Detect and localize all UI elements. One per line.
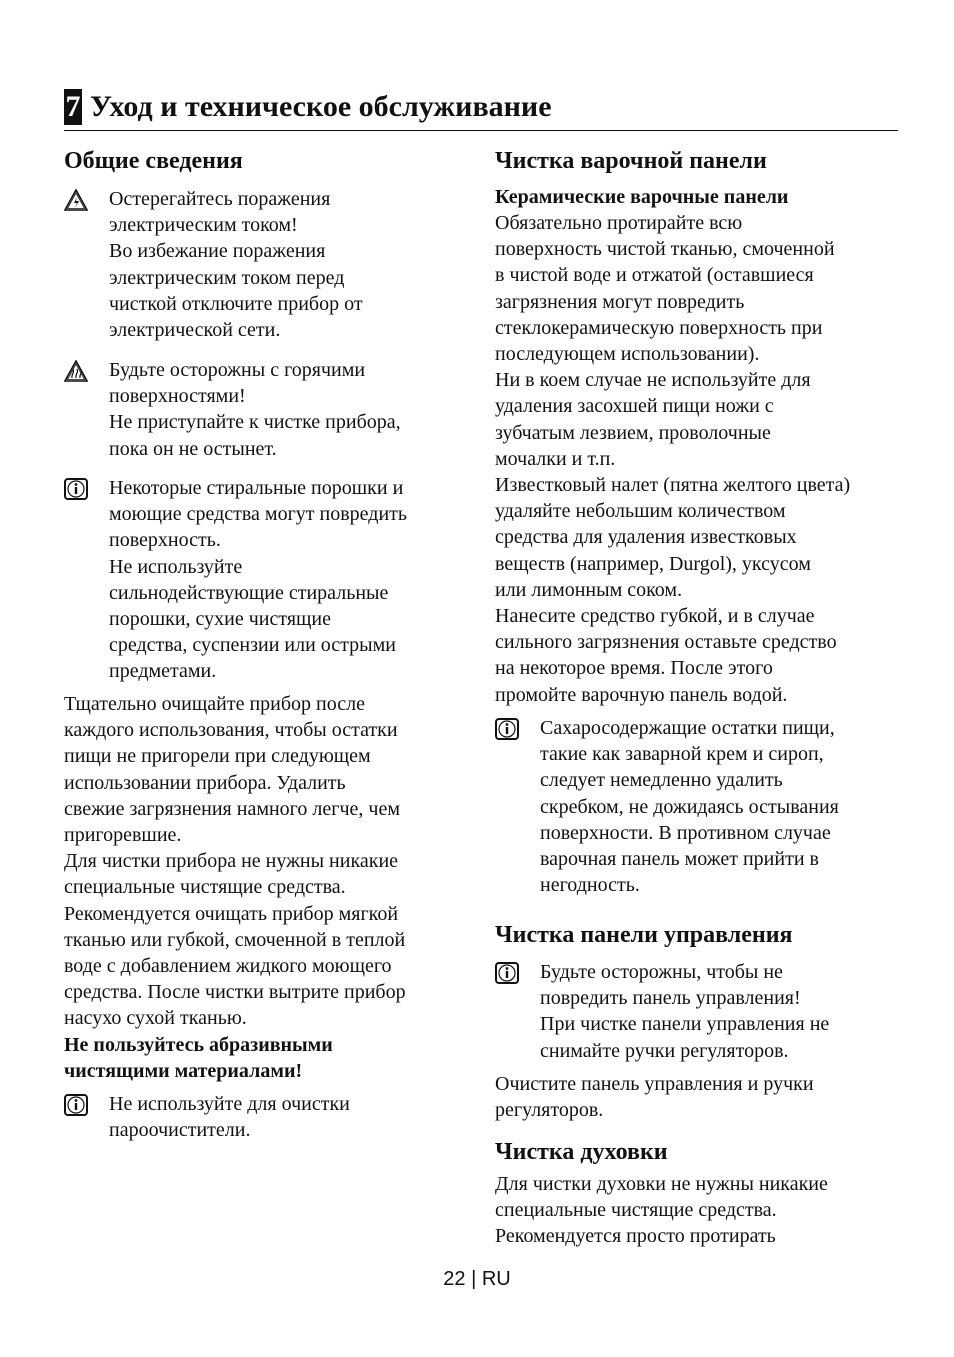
subtitle-ceramic: Керамические варочные панели [495, 186, 789, 208]
text-line: Сахаросодержащие остатки пищи, [540, 717, 835, 739]
text-line: Не приступайте к чистке прибора, [109, 411, 401, 434]
text-line: Не пользуйтесь абразивными [64, 1034, 333, 1056]
text-line: удаления засохшей пищи ножи с [495, 395, 774, 418]
chapter-title: Уход и техническое обслуживание [90, 90, 552, 123]
text-line: Будьте осторожны с горячими [109, 359, 366, 381]
text-line: Остерегайтесь поражения [109, 188, 331, 210]
info-icon [495, 718, 519, 740]
text-line: поверхностями! [109, 385, 246, 408]
page-number: 22 [443, 1268, 466, 1290]
text-line: Тщательно очищайте прибор после [64, 693, 365, 715]
text-line: промойте варочную панель водой. [495, 683, 788, 706]
text-line: последующем использовании). [495, 343, 760, 366]
info-text [540, 959, 829, 1064]
text-line: специальные чистящие средства. [495, 1199, 777, 1222]
text-line: электрическим током! [109, 214, 298, 237]
text-line: средства, суспензии или острыми [109, 634, 396, 657]
chapter-header [64, 86, 898, 131]
text-line: каждого использования, чтобы остатки [64, 719, 398, 742]
warning-text [109, 186, 363, 343]
section-title-oven: Чистка духовки [495, 1139, 668, 1165]
text-line: электрическим током перед [109, 266, 345, 289]
text-line: Некоторые стиральные порошки и [109, 477, 404, 499]
text-line: регуляторов. [495, 1099, 604, 1122]
text-line: веществ (например, Durgol), уксусом [495, 552, 811, 575]
text-line: снимайте ручки регуляторов. [540, 1039, 789, 1062]
text-line: удаляйте небольшим количеством [495, 500, 786, 523]
section-title-hob: Чистка варочной панели [495, 148, 767, 174]
text-line: Ни в коем случае не используйте для [495, 369, 811, 392]
text-line: Нанесите средство губкой, и в случае [495, 605, 815, 628]
text-line: сильнодействующие стиральные [109, 581, 389, 604]
general-body [64, 691, 406, 1032]
oven-body [495, 1171, 828, 1250]
text-line: пароочистители. [109, 1119, 251, 1142]
text-line: повредить панель управления! [540, 987, 801, 1010]
text-line: Обязательно протирайте всю [495, 212, 743, 234]
section-title-general: Общие сведения [64, 148, 243, 174]
text-line: Рекомендуется очищать прибор мягкой [64, 902, 399, 925]
text-line: негодность. [540, 874, 640, 897]
page-footer [0, 1268, 954, 1291]
text-line: порошки, сухие чистящие [109, 608, 332, 631]
warning-triangle-icon [64, 189, 88, 211]
text-line: средства для удаления известковых [495, 526, 797, 549]
text-line: Известковый налет (пятна желтого цвета) [495, 474, 851, 497]
text-line: Для чистки прибора не нужны никакие [64, 850, 399, 873]
text-line: сильного загрязнения оставьте средство [495, 631, 837, 654]
text-line: мочалки и т.п. [495, 447, 616, 470]
text-line: пока он не остынет. [109, 437, 277, 460]
text-line: насухо сухой тканью. [64, 1007, 247, 1030]
info-text [540, 715, 839, 898]
text-line: Очистите панель управления и ручки [495, 1073, 814, 1095]
text-line: поверхность чистой тканью, смоченной [495, 238, 835, 261]
text-line: варочная панель может прийти в [540, 848, 819, 871]
info-icon [64, 1094, 88, 1116]
info-icon [495, 962, 519, 984]
text-line: в чистой воде и отжатой (оставшиеся [495, 264, 814, 287]
text-line: пищи не пригорели при следующем [64, 745, 371, 768]
text-line: поверхность. [109, 529, 221, 552]
text-line: зубчатым лезвием, проволочные [495, 421, 771, 444]
info-icon [64, 478, 88, 500]
text-line: Будьте осторожны, чтобы не [540, 961, 783, 983]
section-title-control-panel: Чистка панели управления [495, 922, 793, 948]
info-text [109, 475, 407, 685]
text-line: такие как заварной крем и сироп, [540, 743, 824, 766]
text-line: Не используйте [109, 555, 243, 578]
text-line: специальные чистящие средства. [64, 876, 346, 899]
language-code: RU [481, 1268, 511, 1290]
abrasive-warning [64, 1032, 333, 1084]
text-line: тканью или губкой, смоченной в теплой [64, 928, 406, 951]
text-line: чисткой отключите прибор от [109, 292, 363, 315]
text-line: электрической сети. [109, 319, 281, 342]
text-line: пригоревшие. [64, 824, 182, 847]
text-line: воде с добавлением жидкого моющего [64, 955, 392, 978]
text-line: предметами. [109, 660, 217, 683]
text-line: загрязнения могут повредить [495, 290, 745, 313]
text-line: моющие средства могут повредить [109, 503, 408, 526]
text-line: поверхности. В противном случае [540, 821, 831, 844]
text-line: Во избежание поражения [109, 240, 326, 263]
info-text [109, 1091, 350, 1143]
text-line: свежие загрязнения намного легче, чем [64, 797, 400, 820]
text-line: средства. После чистки вытрите прибор [64, 981, 406, 1004]
text-line: следует немедленно удалить [540, 769, 783, 792]
warning-triangle-icon [64, 360, 88, 382]
hob-body [495, 210, 850, 708]
text-line: Рекомендуется просто протирать [495, 1225, 776, 1248]
footer-separator: | [471, 1268, 477, 1290]
warning-text [109, 357, 401, 462]
text-line: стеклокерамическую поверхность при [495, 316, 823, 339]
chapter-number: 7 [65, 90, 81, 123]
text-line: или лимонным соком. [495, 578, 683, 601]
text-line: на некоторое время. После этого [495, 657, 773, 680]
text-line: использовании прибора. Удалить [64, 771, 346, 794]
text-line: чистящими материалами! [64, 1060, 303, 1083]
text-line: Для чистки духовки не нужны никакие [495, 1173, 828, 1195]
text-line: При чистке панели управления не [540, 1013, 830, 1036]
text-line: Не используйте для очистки [109, 1093, 350, 1115]
text-line: скребком, не дожидаясь остывания [540, 795, 839, 818]
control-panel-body [495, 1071, 814, 1123]
